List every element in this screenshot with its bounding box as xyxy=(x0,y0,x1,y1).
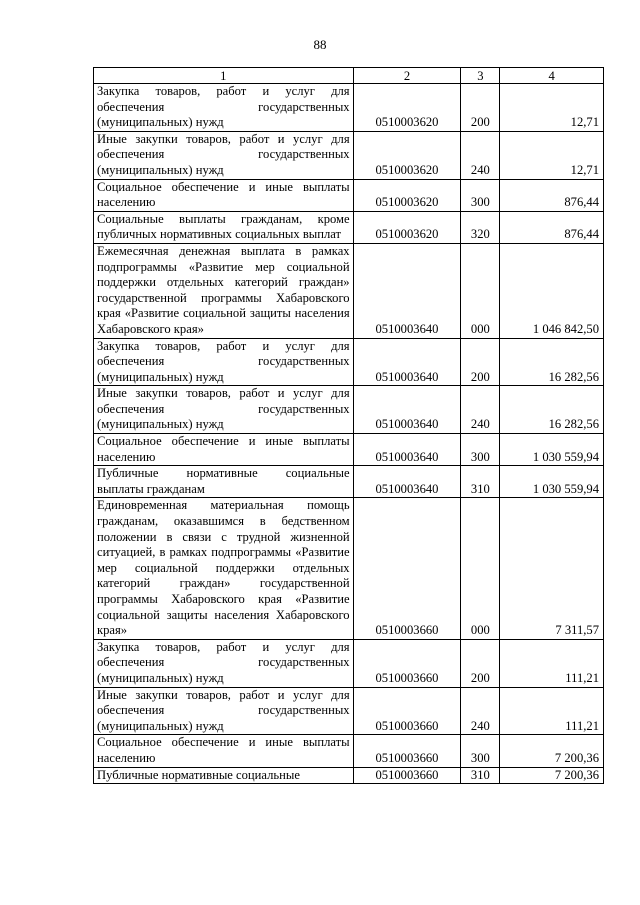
header-col-2: 2 xyxy=(353,68,461,84)
table-row xyxy=(94,386,604,434)
budget-table xyxy=(93,67,604,784)
table-row xyxy=(94,338,604,386)
header-col-1: 1 xyxy=(94,68,354,84)
row-type: 200 xyxy=(461,84,500,132)
row-name: Иные закупки товаров, работ и услуг для обеспечения государственных (муниципальных) нужд xyxy=(94,687,354,735)
row-type: 000 xyxy=(461,243,500,338)
row-code: 0510003640 xyxy=(353,338,461,386)
row-sum: 876,44 xyxy=(500,179,604,211)
row-sum: 12,71 xyxy=(500,84,604,132)
table-header-row xyxy=(94,68,604,84)
header-col-3: 3 xyxy=(461,68,500,84)
table-row xyxy=(94,498,604,639)
row-sum: 7 200,36 xyxy=(500,735,604,767)
row-code: 0510003640 xyxy=(353,434,461,466)
row-name: Иные закупки товаров, работ и услуг для обеспечения государственных (муниципальных) нужд xyxy=(94,386,354,434)
row-code: 0510003640 xyxy=(353,243,461,338)
row-name: Закупка товаров, работ и услуг для обеспечения государственных (муниципальных) нужд xyxy=(94,338,354,386)
table-row xyxy=(94,243,604,338)
row-type: 300 xyxy=(461,179,500,211)
row-type: 240 xyxy=(461,687,500,735)
row-code: 0510003620 xyxy=(353,211,461,243)
row-name: Публичные нормативные социальные выплаты гражданам xyxy=(94,466,354,498)
row-type: 200 xyxy=(461,639,500,687)
table-row xyxy=(94,179,604,211)
row-code: 0510003660 xyxy=(353,767,461,784)
row-name: Социальное обеспечение и иные выплаты населению xyxy=(94,434,354,466)
row-code: 0510003660 xyxy=(353,498,461,639)
row-name: Иные закупки товаров, работ и услуг для обеспечения государственных (муниципальных) нужд xyxy=(94,131,354,179)
row-code: 0510003660 xyxy=(353,639,461,687)
table-row xyxy=(94,466,604,498)
row-type: 310 xyxy=(461,466,500,498)
table-row xyxy=(94,434,604,466)
row-sum: 111,21 xyxy=(500,687,604,735)
row-type: 240 xyxy=(461,131,500,179)
row-code: 0510003640 xyxy=(353,466,461,498)
table-row xyxy=(94,211,604,243)
row-type: 300 xyxy=(461,735,500,767)
row-code: 0510003660 xyxy=(353,735,461,767)
row-sum: 12,71 xyxy=(500,131,604,179)
row-sum: 16 282,56 xyxy=(500,386,604,434)
table-row xyxy=(94,84,604,132)
row-sum: 7 311,57 xyxy=(500,498,604,639)
table-row xyxy=(94,735,604,767)
row-name: Закупка товаров, работ и услуг для обеспечения государственных (муниципальных) нужд xyxy=(94,639,354,687)
row-sum: 1 030 559,94 xyxy=(500,434,604,466)
row-sum: 7 200,36 xyxy=(500,767,604,784)
row-code: 0510003620 xyxy=(353,84,461,132)
table-row xyxy=(94,767,604,784)
row-name: Закупка товаров, работ и услуг для обеспечения государственных (муниципальных) нужд xyxy=(94,84,354,132)
row-name: Ежемесячная денежная выплата в рамках подпрограммы «Развитие мер социальной поддержки отдельных категорий граждан» государственной программы Хабаровского края «Развитие социальной защиты населения Хабаровского края» xyxy=(94,243,354,338)
row-sum: 111,21 xyxy=(500,639,604,687)
row-type: 200 xyxy=(461,338,500,386)
row-code: 0510003660 xyxy=(353,687,461,735)
table-row xyxy=(94,639,604,687)
row-name: Социальное обеспечение и иные выплаты населению xyxy=(94,735,354,767)
row-code: 0510003640 xyxy=(353,386,461,434)
row-sum: 16 282,56 xyxy=(500,338,604,386)
row-name: Публичные нормативные социальные xyxy=(94,767,354,784)
row-name: Единовременная материальная помощь гражданам, оказавшимся в бедственном положении в связи с трудной жизненной ситуацией, в рамках подпрограммы «Развитие мер социальной поддержки отдельных категорий граждан» государственной программы Хабаровского края «Развитие социальной защиты населения Хабаровского края» xyxy=(94,498,354,639)
page-number: 88 xyxy=(313,37,327,52)
row-type: 300 xyxy=(461,434,500,466)
row-sum: 1 030 559,94 xyxy=(500,466,604,498)
row-sum: 876,44 xyxy=(500,211,604,243)
row-name: Социальные выплаты гражданам, кроме публичных нормативных социальных выплат xyxy=(94,211,354,243)
row-type: 310 xyxy=(461,767,500,784)
table-row xyxy=(94,687,604,735)
row-code: 0510003620 xyxy=(353,179,461,211)
header-col-4: 4 xyxy=(500,68,604,84)
row-type: 000 xyxy=(461,498,500,639)
row-type: 320 xyxy=(461,211,500,243)
row-name: Социальное обеспечение и иные выплаты населению xyxy=(94,179,354,211)
row-code: 0510003620 xyxy=(353,131,461,179)
table-row xyxy=(94,131,604,179)
row-type: 240 xyxy=(461,386,500,434)
row-sum: 1 046 842,50 xyxy=(500,243,604,338)
